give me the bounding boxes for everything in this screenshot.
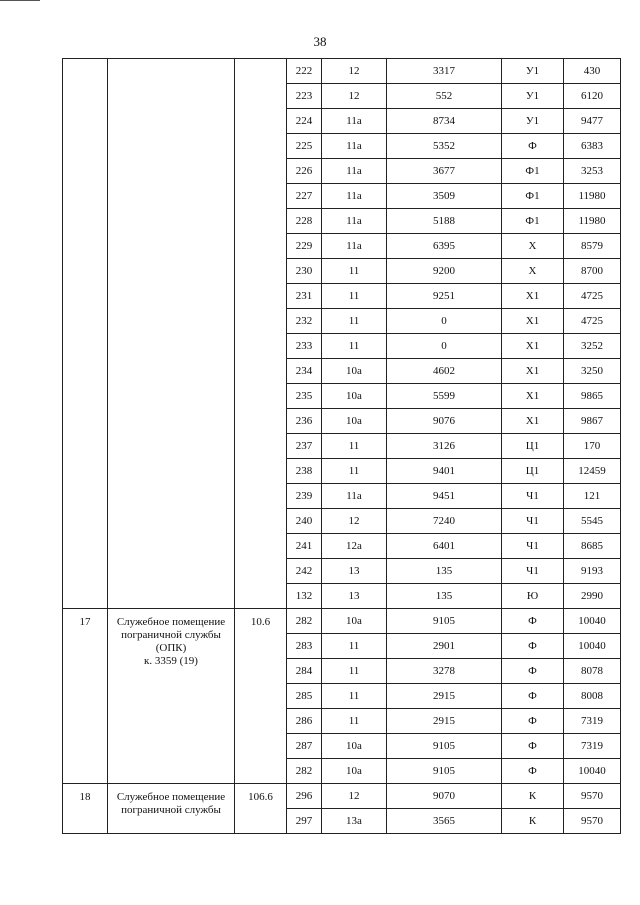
floor-cell: 11а: [322, 134, 387, 159]
room-number-cell: 18: [63, 784, 108, 834]
floor-cell: 10а: [322, 384, 387, 409]
code-cell: 2901: [387, 634, 502, 659]
point-number-cell: 240: [287, 509, 322, 534]
axis-cell: Ф: [502, 734, 564, 759]
value-cell: 6383: [564, 134, 621, 159]
axis-cell: Х: [502, 259, 564, 284]
point-number-cell: 239: [287, 484, 322, 509]
value-cell: 170: [564, 434, 621, 459]
point-number-cell: 232: [287, 309, 322, 334]
room-description-cell: [108, 784, 235, 834]
point-number-cell: 230: [287, 259, 322, 284]
point-number-cell: 235: [287, 384, 322, 409]
table-body: [63, 59, 621, 834]
point-number-cell: 287: [287, 734, 322, 759]
value-cell: 12459: [564, 459, 621, 484]
code-cell: 9070: [387, 784, 502, 809]
axis-cell: Ф: [502, 659, 564, 684]
code-cell: 5188: [387, 209, 502, 234]
code-cell: 2915: [387, 684, 502, 709]
room-area-cell: 10.6: [235, 609, 287, 784]
axis-cell: Ч1: [502, 534, 564, 559]
point-number-cell: 236: [287, 409, 322, 434]
code-cell: 3126: [387, 434, 502, 459]
value-cell: 430: [564, 59, 621, 84]
value-cell: 9865: [564, 384, 621, 409]
floor-cell: 11а: [322, 484, 387, 509]
code-cell: 9105: [387, 609, 502, 634]
floor-cell: 11: [322, 684, 387, 709]
axis-cell: Ф1: [502, 209, 564, 234]
table-row: [63, 784, 621, 809]
code-cell: 4602: [387, 359, 502, 384]
value-cell: 9867: [564, 409, 621, 434]
axis-cell: Ф1: [502, 184, 564, 209]
code-cell: 7240: [387, 509, 502, 534]
axis-cell: Ю: [502, 584, 564, 609]
floor-cell: 11а: [322, 109, 387, 134]
floor-cell: 11: [322, 259, 387, 284]
floor-cell: 13а: [322, 809, 387, 834]
point-number-cell: 226: [287, 159, 322, 184]
axis-cell: Ф: [502, 684, 564, 709]
code-cell: 8734: [387, 109, 502, 134]
value-cell: 9193: [564, 559, 621, 584]
code-cell: 5599: [387, 384, 502, 409]
value-cell: 9570: [564, 784, 621, 809]
value-cell: 3253: [564, 159, 621, 184]
point-number-cell: 238: [287, 459, 322, 484]
value-cell: 8700: [564, 259, 621, 284]
code-cell: 9105: [387, 734, 502, 759]
room-area-cell: 106.6: [235, 784, 287, 834]
floor-cell: 11: [322, 309, 387, 334]
floor-cell: 11а: [322, 184, 387, 209]
value-cell: 7319: [564, 734, 621, 759]
axis-cell: Ф1: [502, 159, 564, 184]
point-number-cell: 284: [287, 659, 322, 684]
axis-cell: Х1: [502, 359, 564, 384]
point-number-cell: 228: [287, 209, 322, 234]
value-cell: 11980: [564, 209, 621, 234]
axis-cell: Ф: [502, 709, 564, 734]
axis-cell: Х1: [502, 284, 564, 309]
value-cell: 4725: [564, 309, 621, 334]
floor-cell: 10а: [322, 759, 387, 784]
room-area-cell: [235, 59, 287, 609]
code-cell: 3677: [387, 159, 502, 184]
point-number-cell: 237: [287, 434, 322, 459]
floor-cell: 10а: [322, 734, 387, 759]
room-description-line: пограничной службы: [121, 629, 221, 641]
room-description-line: Служебное помещение: [116, 791, 226, 803]
axis-cell: У1: [502, 109, 564, 134]
axis-cell: У1: [502, 59, 564, 84]
value-cell: 10040: [564, 759, 621, 784]
table-row: [63, 609, 621, 634]
code-cell: 9200: [387, 259, 502, 284]
code-cell: 0: [387, 334, 502, 359]
value-cell: 5545: [564, 509, 621, 534]
axis-cell: Х1: [502, 409, 564, 434]
axis-cell: Ф: [502, 759, 564, 784]
code-cell: 2915: [387, 709, 502, 734]
floor-cell: 10а: [322, 359, 387, 384]
code-cell: 9076: [387, 409, 502, 434]
value-cell: 4725: [564, 284, 621, 309]
axis-cell: Ч1: [502, 509, 564, 534]
value-cell: 10040: [564, 634, 621, 659]
floor-cell: 12: [322, 784, 387, 809]
axis-cell: Ц1: [502, 459, 564, 484]
code-cell: 3509: [387, 184, 502, 209]
floor-cell: 11а: [322, 209, 387, 234]
value-cell: 3252: [564, 334, 621, 359]
axis-cell: Х1: [502, 309, 564, 334]
value-cell: 11980: [564, 184, 621, 209]
code-cell: 0: [387, 309, 502, 334]
value-cell: 8008: [564, 684, 621, 709]
floor-cell: 11: [322, 334, 387, 359]
floor-cell: 11: [322, 459, 387, 484]
point-number-cell: 233: [287, 334, 322, 359]
axis-cell: Х1: [502, 334, 564, 359]
code-cell: 9401: [387, 459, 502, 484]
code-cell: 6401: [387, 534, 502, 559]
value-cell: 2990: [564, 584, 621, 609]
room-description-cell: [108, 609, 235, 784]
point-number-cell: 234: [287, 359, 322, 384]
value-cell: 8579: [564, 234, 621, 259]
floor-cell: 12: [322, 59, 387, 84]
code-cell: 552: [387, 84, 502, 109]
point-number-cell: 223: [287, 84, 322, 109]
floor-cell: 11: [322, 709, 387, 734]
value-cell: 9570: [564, 809, 621, 834]
floor-cell: 10а: [322, 609, 387, 634]
room-number-cell: [63, 59, 108, 609]
axis-cell: К: [502, 784, 564, 809]
point-number-cell: 225: [287, 134, 322, 159]
axis-cell: Ч1: [502, 484, 564, 509]
value-cell: 9477: [564, 109, 621, 134]
floor-cell: 11: [322, 634, 387, 659]
point-number-cell: 242: [287, 559, 322, 584]
point-number-cell: 297: [287, 809, 322, 834]
point-number-cell: 296: [287, 784, 322, 809]
point-number-cell: 241: [287, 534, 322, 559]
code-cell: 3317: [387, 59, 502, 84]
axis-cell: К: [502, 809, 564, 834]
floor-cell: 11: [322, 659, 387, 684]
point-number-cell: 283: [287, 634, 322, 659]
axis-cell: Ц1: [502, 434, 564, 459]
floor-cell: 12: [322, 509, 387, 534]
point-number-cell: 227: [287, 184, 322, 209]
table-row: [63, 59, 621, 84]
room-number-cell: 17: [63, 609, 108, 784]
code-cell: 135: [387, 559, 502, 584]
page-corner-mark: [0, 0, 40, 10]
point-number-cell: 282: [287, 609, 322, 634]
floor-cell: 13: [322, 559, 387, 584]
floor-cell: 12а: [322, 534, 387, 559]
floor-cell: 11: [322, 434, 387, 459]
floor-cell: 11: [322, 284, 387, 309]
point-number-cell: 286: [287, 709, 322, 734]
code-cell: 135: [387, 584, 502, 609]
value-cell: 7319: [564, 709, 621, 734]
code-cell: 9105: [387, 759, 502, 784]
point-number-cell: 132: [287, 584, 322, 609]
floor-cell: 11а: [322, 159, 387, 184]
document-table: [62, 58, 621, 834]
room-description-line: (ОПК): [155, 642, 187, 654]
value-cell: 6120: [564, 84, 621, 109]
floor-cell: 11а: [322, 234, 387, 259]
point-number-cell: 282: [287, 759, 322, 784]
floor-cell: 13: [322, 584, 387, 609]
floor-cell: 10а: [322, 409, 387, 434]
axis-cell: Ф: [502, 609, 564, 634]
code-cell: 6395: [387, 234, 502, 259]
code-cell: 3278: [387, 659, 502, 684]
floor-cell: 12: [322, 84, 387, 109]
room-description-cell: [108, 59, 235, 609]
code-cell: 9251: [387, 284, 502, 309]
room-description-line: пограничной службы: [121, 804, 221, 816]
value-cell: 121: [564, 484, 621, 509]
room-description-line: к. 3359 (19): [144, 655, 198, 667]
axis-cell: У1: [502, 84, 564, 109]
value-cell: 8685: [564, 534, 621, 559]
point-number-cell: 224: [287, 109, 322, 134]
room-description-line: Служебное помещение: [116, 616, 226, 628]
axis-cell: Ф: [502, 634, 564, 659]
axis-cell: Х1: [502, 384, 564, 409]
page-number: 38: [313, 34, 327, 49]
code-cell: 3565: [387, 809, 502, 834]
code-cell: 9451: [387, 484, 502, 509]
code-cell: 5352: [387, 134, 502, 159]
point-number-cell: 231: [287, 284, 322, 309]
axis-cell: Ч1: [502, 559, 564, 584]
value-cell: 8078: [564, 659, 621, 684]
value-cell: 10040: [564, 609, 621, 634]
axis-cell: Х: [502, 234, 564, 259]
axis-cell: Ф: [502, 134, 564, 159]
point-number-cell: 222: [287, 59, 322, 84]
point-number-cell: 229: [287, 234, 322, 259]
value-cell: 3250: [564, 359, 621, 384]
point-number-cell: 285: [287, 684, 322, 709]
